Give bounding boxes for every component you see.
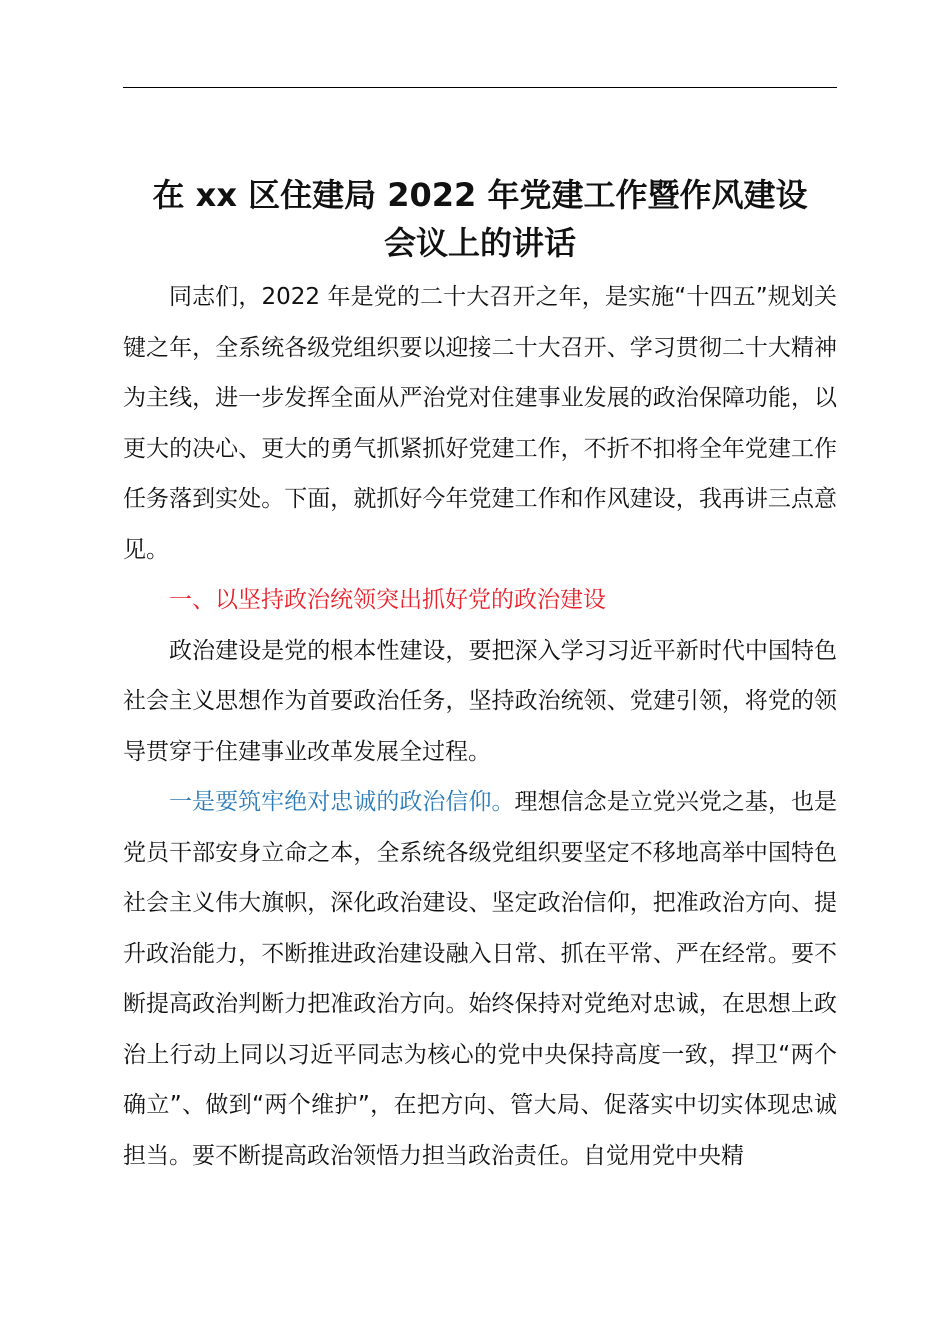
point-1-body: 理想信念是立党兴党之基，也是党员干部安身立命之本，全系统各级党组织要坚定不移地高举中国特色社会主义伟大旗帜，深化政治建设、坚定政治信仰，把准政治方向、提升政治能力，不断推进政治建设融入日常、抓在平常、严在经常。要不断提高政治判断力把准政治方向。始终保持对党绝对忠诚，在思想上政治上行动上同以习近平同志为核心的党中央保持高度一致，捍卫“两个确立”、做到“两个维护”，在把方向、管大局、促落实中切实体现忠诚担当。要不断提高政治领悟力担当政治责任。自觉用党中央精 [123, 789, 838, 1169]
section-1-heading: 一、以坚持政治统领突出抓好党的政治建设 [169, 587, 606, 613]
point-1-lead: 一是要筑牢绝对忠诚的政治信仰。 [169, 789, 515, 815]
title-line-2: 会议上的讲话 [383, 224, 576, 263]
intro-paragraph: 同志们，2022 年是党的二十大召开之年，是实施“十四五”规划关键之年，全系统各级党组织要以迎接二十大召开、学习贯彻二十大精神为主线，进一步发挥全面从严治党对住建事业发展的政治保障功能，以更大的决心、更大的勇气抓紧抓好党建工作，不折不扣将全年党建工作任务落到实处。下面，就抓好今年党建工作和作风建设，我再讲三点意见。 [123, 284, 837, 563]
title-line-1: 在 xx 区住建局 2022 年党建工作暨作风建设 [152, 176, 808, 215]
header-rule [123, 87, 837, 88]
document-body [123, 272, 837, 1181]
document-title [110, 171, 850, 267]
point-1-paragraph [123, 777, 837, 1181]
section-1-body: 政治建设是党的根本性建设，要把深入学习习近平新时代中国特色社会主义思想作为首要政治任务，坚持政治统领、党建引领，将党的领导贯穿于住建事业改革发展全过程。 [123, 637, 837, 765]
